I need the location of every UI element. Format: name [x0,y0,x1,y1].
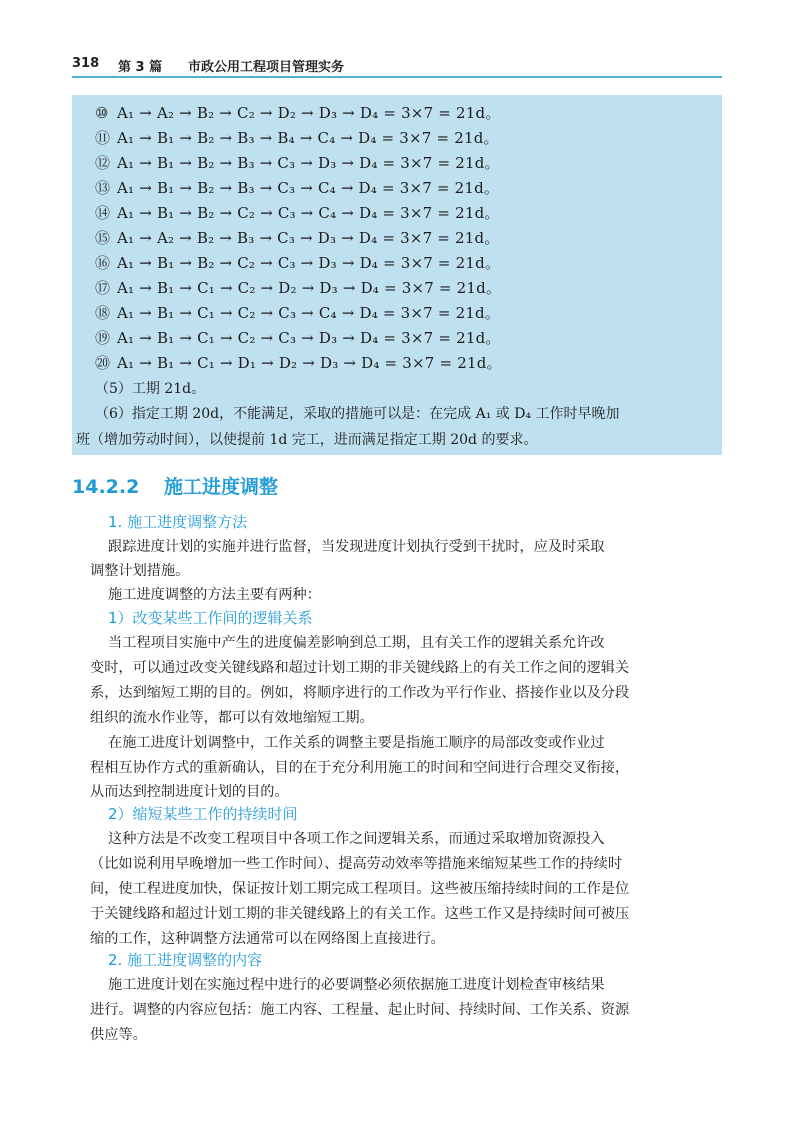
sequence-line [95,126,499,150]
paragraph-line: 于关键线路和超过计划工期的非关键线路上的有关工作。这些工作又是持续时间可被压 [90,906,630,922]
paragraph-line: 供应等。 [90,1027,147,1043]
sequence-text: A₁ → A₂ → B₂ → B₃ → C₃ → D₃ → D₄ = 3×7 = 21d。 [117,229,500,247]
sequence-text: A₁ → A₂ → B₂ → C₂ → D₂ → D₃ → D₄ = 3×7 = 21d。 [117,104,501,122]
answer-item-6-line2: 班（增加劳动时间），以使提前 1d 完工，进而满足指定工期 20d 的要求。 [76,432,538,448]
paragraph-line: 缩的工作，这种调整方法通常可以在网络图上直接进行。 [90,931,445,947]
paragraph-line: 施工进度调整的方法主要有两种： [108,587,321,603]
sequence-number: ⑯ [95,254,111,272]
sequence-line [95,101,501,125]
sequence-line [95,276,501,300]
paragraph-line: 当工程项目实施中产生的进度偏差影响到总工期，且有关工作的逻辑关系允许改 [108,635,605,651]
subheading-1: 1. 施工进度调整方法 [108,513,248,531]
paragraph-line: 这种方法是不改变工程项目中各项工作之间逻辑关系，而通过采取增加资源投入 [108,831,605,847]
sequence-text: A₁ → B₁ → C₁ → C₂ → C₃ → C₄ → D₄ = 3×7 = 21d。 [117,304,501,322]
sequence-number: ⑭ [95,204,111,222]
paragraph-line: 在施工进度计划调整中，工作关系的调整主要是指施工顺序的局部改变或作业过 [108,735,605,751]
sequence-line [95,176,499,200]
paragraph-line: 进行。调整的内容应包括：施工内容、工程量、起止时间、持续时间、工作关系、资源 [90,1002,630,1018]
sequence-text: A₁ → B₁ → B₂ → B₃ → B₄ → C₄ → D₄ = 3×7 = 21d。 [117,129,499,147]
sequence-line [95,301,500,325]
sequence-number: ⑪ [95,129,111,147]
paragraph-line: 跟踪进度计划的实施并进行监督，当发现进度计划执行受到干扰时，应及时采取 [108,539,605,555]
paragraph-line: 程相互协作方式的重新确认，目的在于充分利用施工的时间和空间进行合理交叉衔接， [90,760,630,776]
sequence-line [95,251,500,275]
section-heading [72,472,278,502]
paragraph-line: 间，使工程进度加快，保证按计划工期完成工程项目。这些被压缩持续时间的工作是位 [90,881,630,897]
paragraph-line: （比如说利用早晚增加一些工作时间）、提高劳动效率等措施来缩短某些工作的持续时 [90,856,623,872]
sequence-text: A₁ → B₁ → C₁ → C₂ → D₂ → D₃ → D₄ = 3×7 = 21d。 [117,279,502,297]
sequence-line [95,326,501,350]
sequence-line [95,151,500,175]
sequence-number: ⑬ [95,179,111,197]
paragraph-line: 变时，可以通过改变关键线路和超过计划工期的非关键线路上的有关工作之间的逻辑关 [90,660,630,676]
sequence-text: A₁ → B₁ → B₂ → C₂ → C₃ → D₃ → D₄ = 3×7 = 21d。 [117,254,501,272]
sequence-number: ⑳ [95,354,111,372]
section-title: 施工进度调整 [164,476,279,498]
sequence-line [95,351,502,375]
sequence-number: ⑱ [95,304,111,322]
sequence-number: ⑰ [95,279,111,297]
subheading-2: 2. 施工进度调整的内容 [108,951,263,969]
header-rule [72,76,722,78]
paragraph-line: 施工进度计划在实施过程中进行的必要调整必须依据施工进度计划检查审核结果 [108,977,605,993]
sequence-text: A₁ → B₁ → B₂ → B₃ → C₃ → C₄ → D₄ = 3×7 = 21d。 [117,179,500,197]
paragraph-line: 系，达到缩短工期的目的。例如，将顺序进行的工作改为平行作业、搭接作业以及分段 [90,685,630,701]
sequence-text: A₁ → B₁ → B₂ → B₃ → C₃ → D₃ → D₄ = 3×7 = 21d。 [117,154,500,172]
answer-item-5: （5）工期 21d。 [95,381,206,397]
subheading-1-1: 1）改变某些工作间的逻辑关系 [108,609,313,627]
sequence-number: ⑫ [95,154,111,172]
paragraph-line: 调整计划措施。 [90,563,190,579]
part-title: 市政公用工程项目管理实务 [188,60,345,75]
sequence-number: ⑲ [95,329,111,347]
sequence-number: ⑮ [95,229,111,247]
answer-item-6-line1: （6）指定工期 20d，不能满足，采取的措施可以是：在完成 A₁ 或 D₄ 工作时早晚加 [95,406,620,422]
sequence-line [95,201,500,225]
section-number: 14.2.2 [72,476,140,498]
sequence-text: A₁ → B₁ → C₁ → C₂ → C₃ → D₃ → D₄ = 3×7 = 21d。 [117,329,501,347]
page-header [72,52,722,74]
sequence-text: A₁ → B₁ → B₂ → C₂ → C₃ → C₄ → D₄ = 3×7 = 21d。 [117,204,500,222]
page-number: 318 [72,56,100,71]
paragraph-line: 从而达到控制进度计划的目的。 [90,784,289,800]
part-label: 第 3 篇 [118,60,163,75]
sequence-number: ⑩ [95,104,109,122]
paragraph-line: 组织的流水作业等，都可以有效地缩短工期。 [90,710,374,726]
subheading-1-2: 2）缩短某些工作的持续时间 [108,805,298,823]
sequence-line [95,226,500,250]
sequence-text: A₁ → B₁ → C₁ → D₁ → D₂ → D₃ → D₄ = 3×7 = 21d。 [117,354,502,372]
